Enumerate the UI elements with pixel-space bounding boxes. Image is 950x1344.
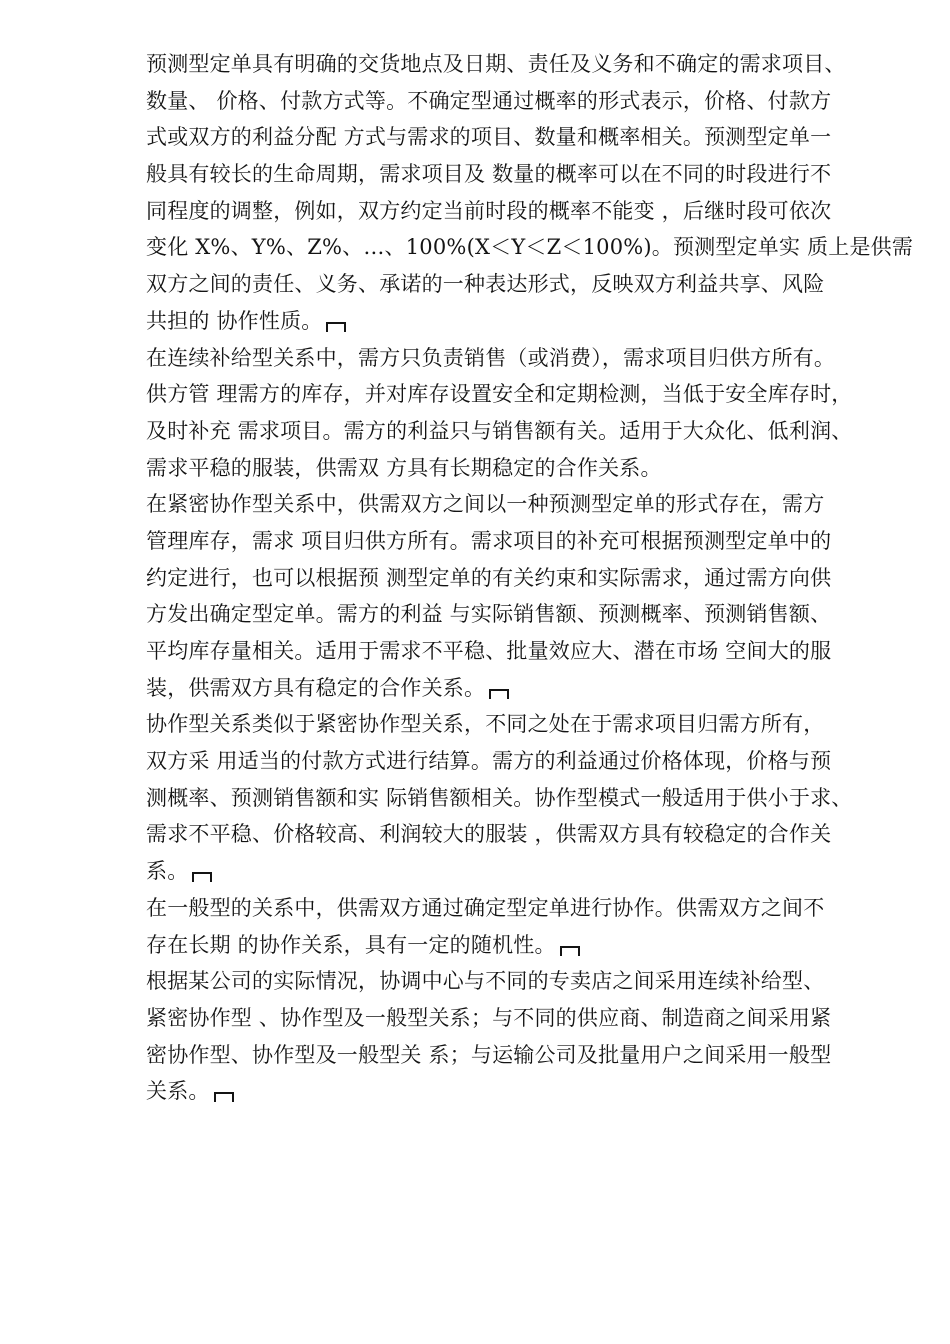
text-line	[146, 1000, 886, 1037]
text-line	[146, 376, 886, 413]
line-text: 变化 X%、Y%、Z%、…、100%(X＜Y＜Z＜100%)。预测型定单实 质上是供需	[146, 235, 914, 260]
line-text: 供方管 理需方的库存，并对库存设置安全和定期检测，当低于安全库存时，	[146, 382, 853, 407]
line-text: 双方之间的责任、义务、承诺的一种表达形式，反映双方利益共享、风险	[146, 272, 825, 297]
line-text: 在连续补给型关系中，需方只负责销售（或消费），需求项目归供方所有。	[146, 345, 836, 370]
text-line	[146, 596, 886, 633]
line-text: 般具有较长的生命周期，需求项目及 数量的概率可以在不同的时段进行不	[146, 162, 832, 187]
paragraph-mark-icon	[489, 689, 509, 699]
line-text: 同程度的调整，例如，双方约定当前时段的概率不能变 ，后继时段可依次	[146, 198, 832, 223]
text-line	[146, 83, 886, 120]
text-line	[146, 743, 886, 780]
line-text: 共担的 协作性质。	[146, 308, 323, 333]
line-text: 管理库存，需求 项目归供方所有。需求项目的补充可根据预测型定单中的	[146, 528, 832, 553]
text-line	[146, 523, 886, 560]
line-text: 测概率、预测销售额和实 际销售额相关。协作型模式一般适用于供小于求、	[146, 785, 853, 810]
text-line	[146, 890, 886, 927]
line-text: 密协作型、协作型及一般型关 系；与运输公司及批量用户之间采用一般型	[146, 1042, 832, 1067]
text-line	[146, 780, 886, 817]
text-line	[146, 633, 886, 670]
text-line	[146, 816, 886, 853]
text-line	[146, 670, 886, 707]
text-line	[146, 266, 886, 303]
line-text: 在一般型的关系中，供需双方通过确定型定单进行协作。供需双方之间不	[146, 895, 825, 920]
paragraph-mark-icon	[214, 1092, 234, 1102]
line-text: 预测型定单具有明确的交货地点及日期、责任及义务和不确定的需求项目、	[146, 52, 846, 76]
text-line	[146, 229, 914, 266]
line-text: 约定进行，也可以根据预 测型定单的有关约束和实际需求，通过需方向供	[146, 565, 832, 590]
text-line	[146, 46, 886, 83]
text-line	[146, 193, 886, 230]
text-line	[146, 340, 886, 377]
line-text: 紧密协作型 、协作型及一般型关系；与不同的供应商、制造商之间采用紧	[146, 1005, 832, 1030]
text-line	[146, 486, 886, 523]
text-line	[146, 119, 886, 156]
line-text: 根据某公司的实际情况，协调中心与不同的专卖店之间采用连续补给型、	[146, 969, 825, 994]
text-line	[146, 413, 886, 450]
line-text: 关系。	[146, 1079, 210, 1104]
line-text: 装，供需双方具有稳定的合作关系。	[146, 675, 486, 700]
body-text	[146, 46, 914, 1110]
line-text: 方发出确定型定单。需方的利益 与实际销售额、预测概率、预测销售额、	[146, 602, 832, 627]
line-text: 平均库存量相关。适用于需求不平稳、批量效应大、潜在市场 空间大的服	[146, 639, 832, 663]
text-line	[146, 303, 886, 340]
line-text: 双方采 用适当的付款方式进行结算。需方的利益通过价格体现，价格与预	[146, 749, 832, 774]
text-line	[146, 963, 886, 1000]
paragraph-mark-icon	[326, 322, 346, 332]
line-text: 需求平稳的服装，供需双 方具有长期稳定的合作关系。	[146, 455, 662, 480]
paragraph-mark-icon	[560, 946, 580, 956]
line-text: 协作型关系类似于紧密协作型关系，不同之处在于需求项目归需方所有，	[146, 712, 825, 737]
text-line	[146, 450, 886, 487]
text-line	[146, 1037, 886, 1074]
paragraph-mark-icon	[192, 872, 212, 882]
text-line	[146, 156, 886, 193]
line-text: 存在长期 的协作关系，具有一定的随机性。	[146, 932, 556, 957]
line-text: 数量、 价格、付款方式等。不确定型通过概率的形式表示，价格、付款方	[146, 88, 832, 113]
text-line	[146, 853, 886, 890]
text-line	[146, 560, 886, 597]
text-line	[146, 1073, 886, 1110]
line-text: 在紧密协作型关系中，供需双方之间以一种预测型定单的形式存在，需方	[146, 492, 825, 517]
text-line	[146, 706, 886, 743]
text-line	[146, 927, 886, 964]
line-text: 式或双方的利益分配 方式与需求的项目、数量和概率相关。预测型定单一	[146, 125, 832, 150]
line-text: 需求不平稳、价格较高、利润较大的服装 ，供需双方具有较稳定的合作关	[146, 822, 832, 847]
line-text: 及时补充 需求项目。需方的利益只与销售额有关。适用于大众化、低利润、	[146, 418, 853, 443]
line-text: 系。	[146, 859, 189, 884]
